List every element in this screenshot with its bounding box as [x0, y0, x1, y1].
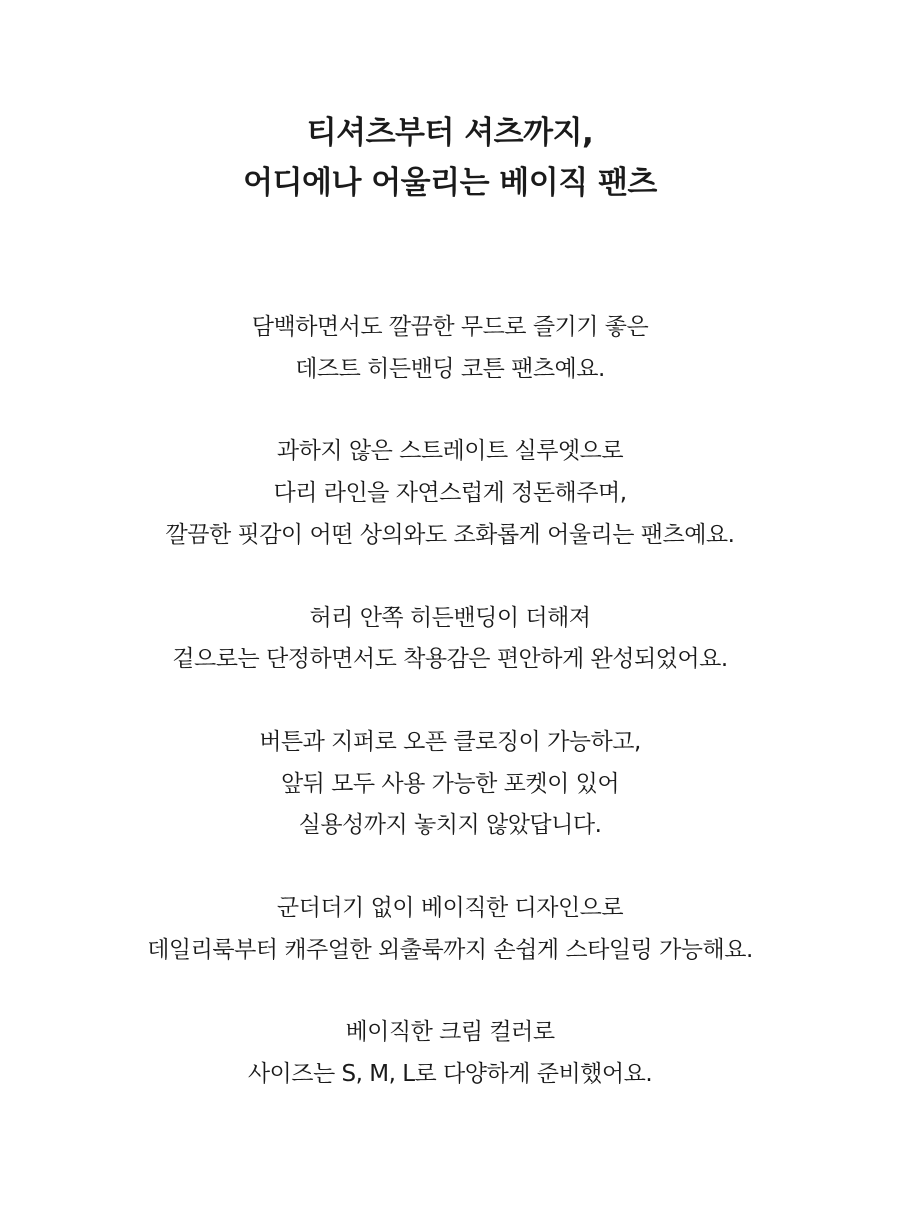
text-line: 앞뒤 모두 사용 가능한 포켓이 있어	[280, 770, 620, 797]
text-line: 데일리룩부터 캐주얼한 외출룩까지 손쉽게 스타일링 가능해요.	[147, 936, 753, 963]
text-line: 군더더기 없이 베이직한 디자인으로	[276, 895, 624, 922]
text-line: 베이직한 크림 컬러로	[345, 1019, 555, 1046]
paragraph-intro	[0, 307, 900, 390]
text-line: 겉으로는 단정하면서도 착용감은 편안하게 완성되었어요.	[172, 646, 728, 673]
paragraph-silhouette	[0, 431, 900, 556]
description-body	[0, 307, 900, 1096]
text-line: 버튼과 지퍼로 오픈 클로징이 가능하고,	[259, 728, 641, 755]
text-line: 허리 안쪽 히든밴딩이 더해져	[309, 604, 591, 631]
text-line: 담백하면서도 깔끔한 무드로 즐기기 좋은	[251, 314, 649, 340]
headline-line: 어디에나 어울리는 베이직 팬츠	[243, 165, 657, 201]
paragraph-styling	[0, 888, 900, 971]
paragraph-closure-pockets	[0, 722, 900, 847]
text-line: 다리 라인을 자연스럽게 정돈해주며,	[273, 480, 627, 507]
headline	[0, 108, 900, 208]
text-line: 과하지 않은 스트레이트 실루엣으로	[276, 438, 624, 465]
text-line: 실용성까지 놓치지 않았답니다.	[298, 812, 602, 839]
paragraph-waistband	[0, 598, 900, 681]
paragraph-color-size	[0, 1012, 900, 1095]
text-line: 사이즈는 S, M, L로 다양하게 준비했어요.	[247, 1061, 653, 1088]
headline-line: 티셔츠부터 셔츠까지,	[306, 115, 594, 151]
text-line: 데즈트 히든밴딩 코튼 팬츠예요.	[295, 355, 605, 382]
text-line: 깔끔한 핏감이 어떤 상의와도 조화롭게 어울리는 팬츠예요.	[165, 521, 735, 548]
